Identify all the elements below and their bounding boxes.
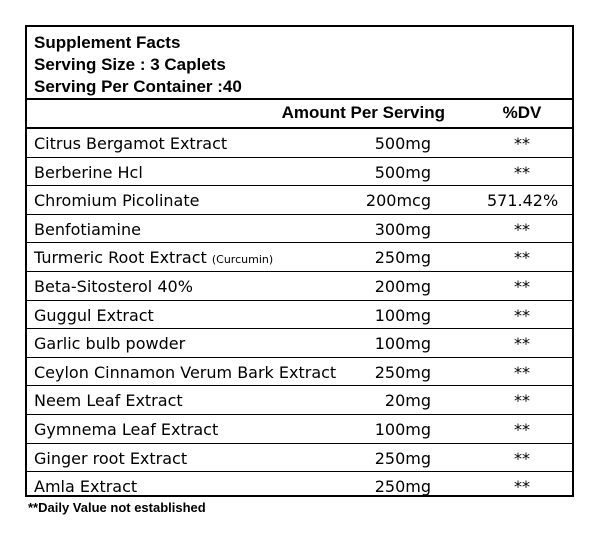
ingredient-note: (Curcumin) bbox=[211, 253, 274, 267]
ingredient-dv: ** bbox=[514, 305, 530, 325]
ingredient-row bbox=[27, 301, 572, 330]
amount-column-header: Amount Per Serving bbox=[281, 103, 445, 122]
ingredient-dv: ** bbox=[514, 248, 530, 268]
column-header-row bbox=[27, 100, 572, 129]
facts-header bbox=[27, 27, 572, 100]
ingredient-amount: 200mcg bbox=[365, 191, 431, 211]
ingredient-name bbox=[34, 334, 185, 353]
facts-title: Supplement Facts bbox=[34, 33, 181, 52]
ingredient-name bbox=[34, 248, 273, 267]
ingredient-name-text: Turmeric Root Extract bbox=[34, 248, 207, 268]
ingredient-amount: 250mg bbox=[374, 248, 431, 268]
ingredient-dv: ** bbox=[514, 448, 530, 468]
ingredient-amount: 250mg bbox=[374, 477, 431, 497]
ingredient-dv: ** bbox=[514, 419, 530, 439]
ingredient-row bbox=[27, 215, 572, 244]
ingredient-dv: ** bbox=[514, 276, 530, 296]
ingredient-row bbox=[27, 444, 572, 473]
ingredient-amount: 100mg bbox=[374, 334, 431, 354]
ingredient-name bbox=[34, 134, 227, 153]
ingredient-dv: ** bbox=[514, 334, 530, 354]
ingredient-row bbox=[27, 358, 572, 387]
ingredient-row bbox=[27, 243, 572, 272]
ingredient-name-text: Chromium Picolinate bbox=[34, 191, 200, 211]
ingredient-name-text: Neem Leaf Extract bbox=[34, 391, 183, 411]
servings-per-container: Serving Per Container :40 bbox=[34, 77, 242, 96]
ingredient-amount: 500mg bbox=[374, 134, 431, 153]
dv-column-header: %DV bbox=[502, 103, 542, 122]
serving-size: Serving Size : 3 Caplets bbox=[34, 55, 226, 74]
ingredient-name-text: Berberine Hcl bbox=[34, 162, 143, 182]
ingredient-row bbox=[27, 158, 572, 187]
ingredient-list bbox=[27, 129, 572, 501]
ingredient-dv: 571.42% bbox=[487, 191, 559, 211]
ingredient-dv: ** bbox=[514, 391, 530, 411]
ingredient-name bbox=[34, 363, 336, 382]
ingredient-name-text: Garlic bulb powder bbox=[34, 334, 186, 354]
ingredient-name-text: Ginger root Extract bbox=[34, 448, 188, 468]
ingredient-row bbox=[27, 415, 572, 444]
ingredient-row bbox=[27, 386, 572, 415]
ingredient-amount: 250mg bbox=[374, 362, 431, 382]
ingredient-name bbox=[34, 306, 154, 325]
ingredient-amount: 300mg bbox=[374, 219, 431, 239]
ingredient-dv: ** bbox=[514, 477, 530, 497]
ingredient-row bbox=[27, 129, 572, 158]
daily-value-footnote: **Daily Value not established bbox=[28, 500, 206, 515]
ingredient-amount: 100mg bbox=[374, 305, 431, 325]
ingredient-amount: 500mg bbox=[374, 162, 431, 182]
ingredient-name bbox=[34, 420, 218, 439]
ingredient-name bbox=[34, 449, 187, 468]
ingredient-name-text: Gymnema Leaf Extract bbox=[34, 419, 219, 439]
ingredient-dv: ** bbox=[514, 219, 530, 239]
ingredient-dv: ** bbox=[514, 362, 530, 382]
ingredient-name-text: Amla Extract bbox=[34, 477, 138, 497]
ingredient-row bbox=[27, 272, 572, 301]
ingredient-amount: 20mg bbox=[384, 391, 431, 411]
ingredient-name bbox=[34, 191, 199, 210]
ingredient-name-text: Ceylon Cinnamon Verum Bark Extract bbox=[34, 362, 337, 382]
ingredient-name bbox=[34, 477, 137, 496]
ingredient-row bbox=[27, 472, 572, 501]
ingredient-amount: 100mg bbox=[374, 419, 431, 439]
ingredient-name bbox=[34, 391, 183, 410]
ingredient-name-text: Guggul Extract bbox=[34, 305, 154, 325]
ingredient-row bbox=[27, 329, 572, 358]
ingredient-name-text: Beta-Sitosterol 40% bbox=[34, 276, 193, 296]
ingredient-name-text: Benfotiamine bbox=[34, 219, 141, 239]
ingredient-amount: 200mg bbox=[374, 276, 431, 296]
ingredient-name bbox=[34, 220, 141, 239]
ingredient-name bbox=[34, 277, 193, 296]
supplement-facts-panel bbox=[25, 25, 574, 497]
ingredient-name bbox=[34, 163, 143, 182]
ingredient-amount: 250mg bbox=[374, 448, 431, 468]
ingredient-name-text: Citrus Bergamot Extract bbox=[34, 134, 228, 153]
ingredient-row bbox=[27, 186, 572, 215]
ingredient-dv: ** bbox=[514, 162, 530, 182]
ingredient-dv: ** bbox=[514, 134, 530, 153]
